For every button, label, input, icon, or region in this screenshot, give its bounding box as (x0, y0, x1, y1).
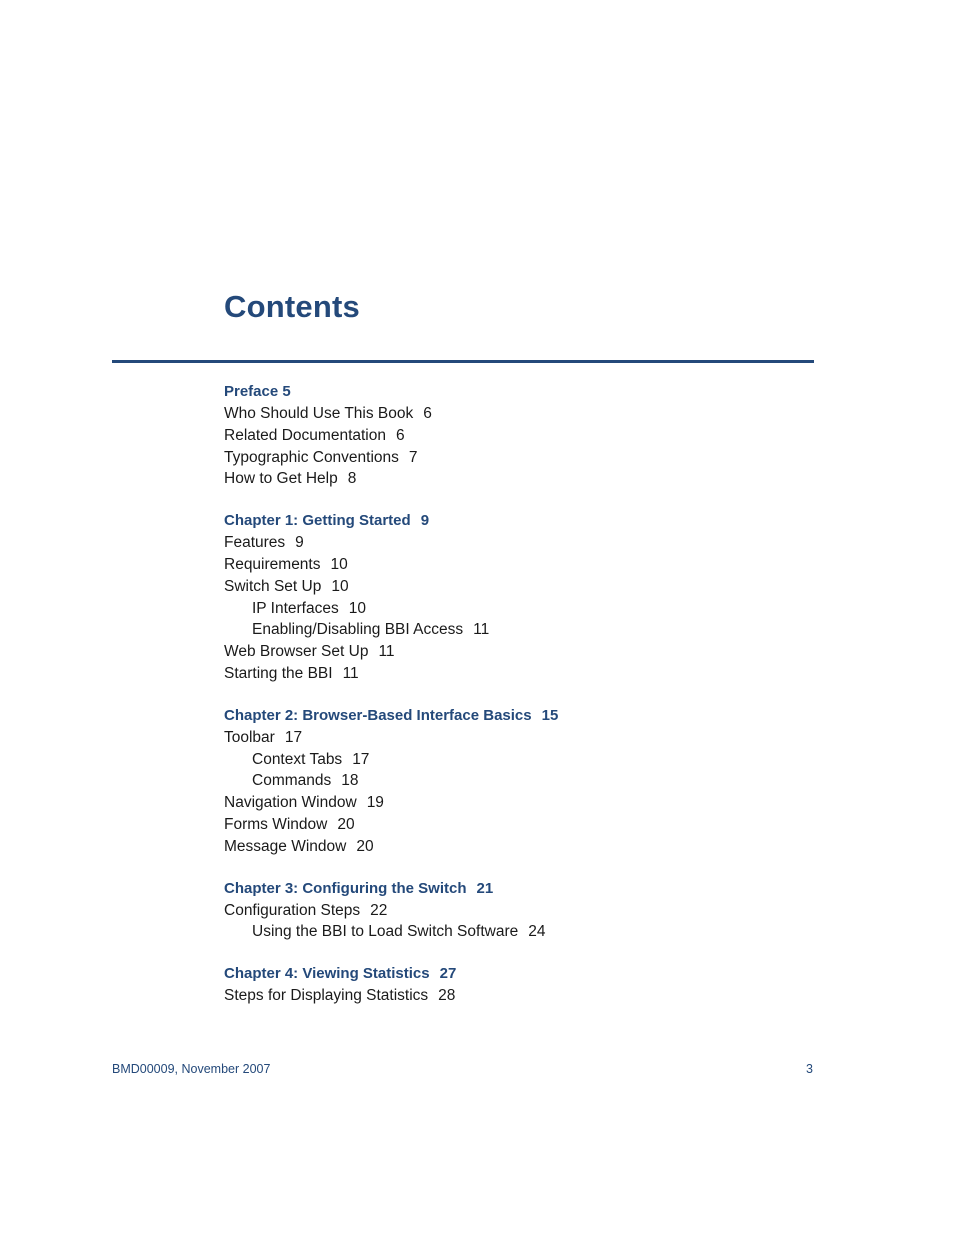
toc-heading-text: Chapter 2: Browser-Based Interface Basics (224, 706, 532, 724)
toc-entry-text: Web Browser Set Up (224, 643, 369, 661)
toc-section (224, 705, 824, 858)
toc-entry-page: 10 (348, 599, 366, 617)
toc-subentry-link[interactable] (224, 770, 824, 792)
toc-entry-link[interactable] (224, 641, 824, 663)
toc-entry-text: Starting the BBI (224, 664, 333, 682)
toc-entry-page: 10 (331, 577, 349, 595)
toc-entry-link[interactable] (224, 727, 824, 749)
toc-entry-link[interactable] (224, 403, 824, 425)
toc-entry-text: IP Interfaces (252, 599, 339, 617)
toc-heading-page: 27 (439, 965, 457, 983)
toc-entry-page: 6 (396, 426, 405, 444)
toc-section (224, 963, 824, 1007)
toc-entry-text: Configuration Steps (224, 901, 361, 919)
toc-entry-page: 8 (347, 470, 357, 488)
toc-entry-page: 19 (366, 794, 384, 812)
toc-entry-page: 17 (284, 728, 303, 746)
toc-entry-page: 11 (378, 643, 395, 661)
toc-entry-text: Who Should Use This Book (224, 405, 414, 422)
toc-heading-page: 9 (420, 512, 430, 530)
toc-section (224, 381, 824, 490)
toc-entry-text: Typographic Conventions (224, 448, 399, 466)
toc-entry-text: Enabling/Disabling BBI Access (252, 621, 464, 639)
toc-entry-text: Forms Window (224, 815, 328, 833)
toc-heading-link[interactable] (224, 705, 824, 727)
toc-entry-text: Message Window (224, 837, 347, 855)
toc-entry-text: Switch Set Up (224, 577, 322, 595)
toc-heading-link[interactable] (224, 510, 824, 532)
toc-entry-page: 20 (356, 837, 374, 855)
toc-entry-link[interactable] (224, 985, 824, 1007)
toc-entry-text: Commands (252, 772, 332, 790)
toc-entry-page: 20 (337, 815, 355, 833)
toc-subentry-link[interactable] (224, 619, 824, 641)
toc-heading-page: 21 (476, 879, 494, 897)
toc-entry-text: Using the BBI to Load Switch Software (252, 923, 519, 941)
toc-entry-page: 22 (370, 901, 388, 919)
toc-entry-page: 24 (528, 923, 546, 941)
toc-entry-link[interactable] (224, 792, 824, 814)
toc-heading-text: Preface 5 (224, 383, 291, 400)
toc-subentry-link[interactable] (224, 598, 824, 620)
toc-entry-text: Navigation Window (224, 794, 357, 812)
toc-entry-link[interactable] (224, 900, 824, 922)
toc-entry-text: Related Documentation (224, 426, 386, 444)
toc-entry-text: Toolbar (224, 728, 275, 746)
toc-entry-page: 11 (342, 664, 359, 682)
toc-heading-text: Chapter 1: Getting Started (224, 512, 411, 530)
page-title: Contents (224, 289, 360, 324)
toc-heading-text: Chapter 3: Configuring the Switch (224, 879, 467, 897)
toc-heading-link[interactable] (224, 381, 824, 403)
toc-heading-page: 15 (541, 706, 559, 724)
toc-heading-text: Chapter 4: Viewing Statistics (224, 965, 430, 983)
toc-entry-link[interactable] (224, 447, 824, 469)
toc-entry-page: 7 (408, 448, 418, 466)
toc-subentry-link[interactable] (224, 921, 824, 943)
toc-entry-page: 17 (352, 750, 370, 768)
toc-entry-text: Requirements (224, 555, 321, 573)
toc-heading-link[interactable] (224, 963, 824, 985)
toc-entry-link[interactable] (224, 836, 824, 858)
footer-doc-id: BMD00009, November 2007 (112, 1062, 271, 1076)
toc-entry-link[interactable] (224, 554, 824, 576)
toc-entry-text: Features (224, 534, 286, 552)
toc-subentry-link[interactable] (224, 749, 824, 771)
toc-entry-text: How to Get Help (224, 470, 338, 488)
footer-page-number: 3 (806, 1062, 813, 1076)
toc-entry-page: 28 (438, 987, 456, 1005)
toc-section (224, 878, 824, 944)
toc-entry-link[interactable] (224, 532, 824, 554)
toc-entry-page: 9 (295, 534, 304, 552)
table-of-contents (224, 381, 824, 1007)
toc-entry-link[interactable] (224, 468, 824, 490)
toc-entry-link[interactable] (224, 576, 824, 598)
toc-entry-text: Steps for Displaying Statistics (224, 987, 429, 1005)
toc-entry-page: 6 (423, 405, 432, 422)
toc-entry-link[interactable] (224, 425, 824, 447)
toc-entry-page: 18 (341, 772, 359, 790)
toc-section (224, 510, 824, 685)
toc-entry-text: Context Tabs (252, 750, 343, 768)
toc-entry-page: 10 (330, 555, 348, 573)
toc-heading-link[interactable] (224, 878, 824, 900)
toc-entry-page: 11 (473, 621, 490, 639)
toc-entry-link[interactable] (224, 663, 824, 685)
title-divider (112, 360, 814, 363)
toc-entry-link[interactable] (224, 814, 824, 836)
